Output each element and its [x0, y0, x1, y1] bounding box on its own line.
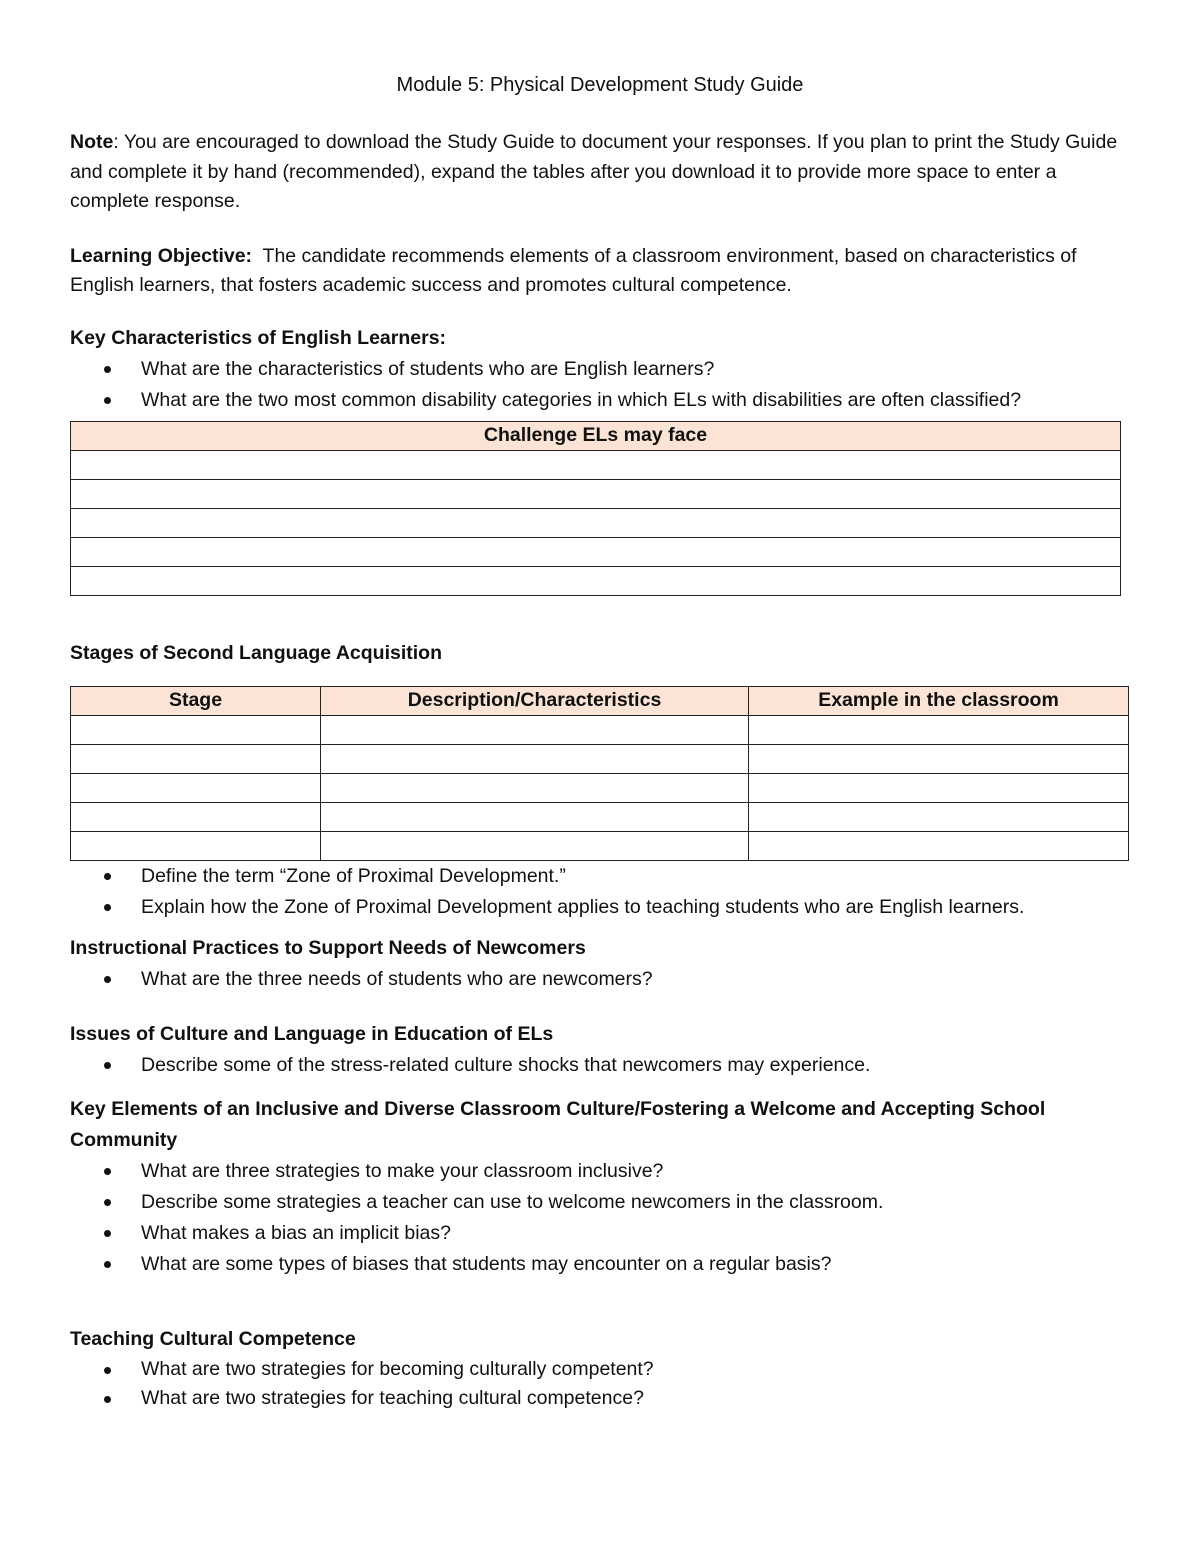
objective-paragraph [70, 242, 1130, 301]
table-header-row [71, 421, 1121, 450]
study-guide-page [70, 70, 1130, 1413]
list-item: What are two strategies for becoming culturally competent? [141, 1355, 1130, 1384]
table-cell[interactable] [321, 831, 749, 860]
table-cell[interactable] [71, 450, 1121, 479]
objective-text: The candidate recommends elements of a classroom environment, based on characteristics of English learners, that fosters academic success and promotes cultural competence. [70, 244, 1082, 296]
table-cell[interactable] [71, 479, 1121, 508]
key-characteristics-list [70, 354, 1130, 416]
table-cell[interactable] [749, 744, 1129, 773]
culture-language-list [70, 1050, 1130, 1081]
list-item: Describe some of the stress-related culture shocks that newcomers may experience. [141, 1050, 1130, 1081]
table-cell[interactable] [321, 773, 749, 802]
table-row [71, 479, 1121, 508]
table-row [71, 831, 1129, 860]
note-text: : You are encouraged to download the Study Guide to document your responses. If you plan to print the Study Guide and complete it by hand (recommended), expand the tables after you download it to provide more space to enter a complete response. [70, 131, 1118, 212]
newcomers-heading: Instructional Practices to Support Needs of Newcomers [70, 936, 586, 959]
list-item: What are the characteristics of students who are English learners? [141, 354, 1130, 385]
list-item: Define the term “Zone of Proximal Development.” [141, 861, 1130, 892]
inclusive-heading: Key Elements of an Inclusive and Diverse Classroom Culture/Fostering a Welcome and Accepting School Community [70, 1097, 1046, 1151]
table-cell[interactable] [749, 802, 1129, 831]
challenges-header: Challenge ELs may face [71, 421, 1121, 450]
table-cell[interactable] [71, 831, 321, 860]
table-row [71, 744, 1129, 773]
table-row [71, 773, 1129, 802]
list-item: What are the three needs of students who are newcomers? [141, 964, 1130, 995]
table-row [71, 566, 1121, 595]
table-cell[interactable] [71, 715, 321, 744]
page-title: Module 5: Physical Development Study Guide [396, 74, 804, 96]
table-row [71, 537, 1121, 566]
inclusive-list [70, 1156, 1130, 1280]
list-item: Explain how the Zone of Proximal Development applies to teaching students who are English learners. [141, 892, 1130, 923]
table-cell[interactable] [71, 773, 321, 802]
table-row [71, 508, 1121, 537]
list-item: What are the two most common disability categories in which ELs with disabilities are often classified? [141, 385, 1130, 416]
objective-label: Learning Objective: [70, 244, 253, 267]
list-item: What are some types of biases that students may encounter on a regular basis? [141, 1249, 1130, 1280]
cultural-competence-list [70, 1355, 1130, 1413]
cultural-competence-heading: Teaching Cultural Competence [70, 1327, 356, 1350]
table-cell[interactable] [71, 537, 1121, 566]
table-cell[interactable] [321, 744, 749, 773]
example-column-header: Example in the classroom [749, 686, 1129, 715]
note-label: Note [70, 131, 114, 153]
table-row [71, 715, 1129, 744]
stage-column-header: Stage [71, 686, 321, 715]
table-cell[interactable] [71, 566, 1121, 595]
table-cell[interactable] [71, 744, 321, 773]
list-item: What makes a bias an implicit bias? [141, 1218, 1130, 1249]
stages-heading: Stages of Second Language Acquisition [70, 641, 442, 664]
challenges-table [70, 421, 1121, 596]
list-item: Describe some strategies a teacher can use to welcome newcomers in the classroom. [141, 1187, 1130, 1218]
note-paragraph [70, 128, 1130, 217]
list-item: What are three strategies to make your classroom inclusive? [141, 1156, 1130, 1187]
table-cell[interactable] [749, 773, 1129, 802]
key-characteristics-heading: Key Characteristics of English Learners: [70, 326, 447, 349]
table-header-row [71, 686, 1129, 715]
zpd-list [70, 861, 1130, 923]
newcomers-list [70, 964, 1130, 995]
table-cell[interactable] [71, 508, 1121, 537]
table-row [71, 802, 1129, 831]
table-cell[interactable] [71, 802, 321, 831]
table-cell[interactable] [321, 715, 749, 744]
list-item: What are two strategies for teaching cultural competence? [141, 1384, 1130, 1413]
culture-language-heading: Issues of Culture and Language in Education of ELs [70, 1022, 554, 1045]
stages-table [70, 686, 1129, 861]
table-cell[interactable] [749, 831, 1129, 860]
table-cell[interactable] [321, 802, 749, 831]
description-column-header: Description/Characteristics [321, 686, 749, 715]
table-cell[interactable] [749, 715, 1129, 744]
table-row [71, 450, 1121, 479]
